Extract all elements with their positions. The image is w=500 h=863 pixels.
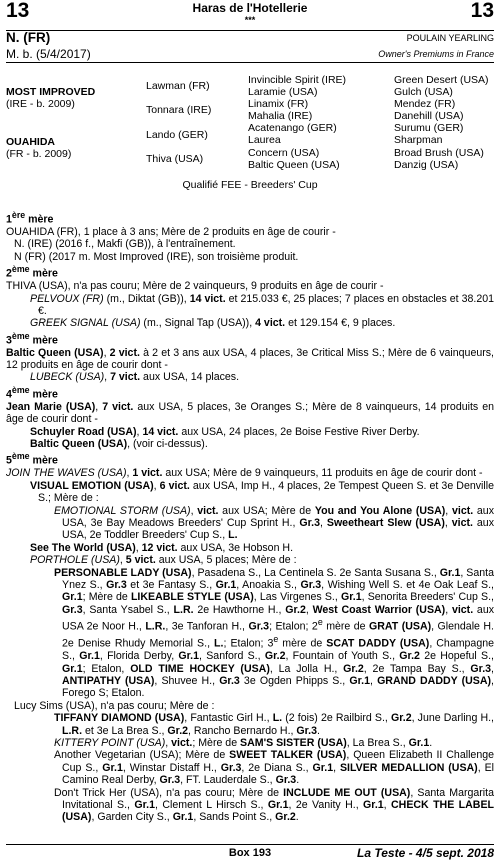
pedigree-g3: Concern (USA)	[248, 147, 320, 159]
sire-name: MOST IMPROVED	[6, 86, 96, 98]
pedigree-g4: Green Desert (USA)	[394, 74, 489, 86]
footer-rule	[6, 844, 494, 845]
section-heading: 1ère mère	[6, 210, 54, 226]
paragraph: Lucy Sims (USA), n'a pas couru; Mère de :	[14, 699, 215, 712]
pedigree-g3: Acatenango (GER)	[248, 122, 337, 134]
paragraph: OUAHIDA (FR), 1 place à 3 ans; Mère de 2 produits en âge de courir -	[6, 225, 336, 238]
pedigree-g4: Surumu (GER)	[394, 122, 464, 134]
paragraph: THIVA (USA), n'a pas couru; Mère de 2 vainqueurs, 9 produits en âge de courir -	[6, 280, 384, 293]
paragraph: VISUAL EMOTION (USA), 6 vict. aux USA, Imp H., 4 places, 2e Tempest Queen S. et 3e Denville S.; Mère de :	[30, 479, 494, 505]
paragraph: PERSONABLE LADY (USA), Pasadena S., La Centinela S. 2e Santa Susana S., Gr.1, Santa Ynez S., Gr.3 et 3e Fantasy S., Gr.1, Anoakia S., Gr.3, Wishing Well S. et 4e Oak Leaf S., Gr.1; Mère de LIKEABLE STYLE (USA), Las Virgenes S., Gr.1, Senorita Breeders' Cup S., Gr.3, Santa Ysabel S., L.R. 2e Hawthorne H., Gr.2, West Coast Warrior (USA), vict. aux USA 2e Noor H., L.R., 3e Tanforan H., Gr.3; Etalon; 2e mère de GRAT (USA), Glendale H. 2e Denise Rhudy Memorial S., L.; Etalon; 3e mère de SCAT DADDY (USA), Champagne S., Gr.1, Florida Derby, Gr.1, Sanford S., Gr.2, Fountain of Youth S., Gr.2 2e Hopeful S., Gr.1; Etalon, OLD TIME HOCKEY (USA), La Jolla H., Gr.2, 2e Tampa Bay S., Gr.3, ANTIPATHY (USA), Shuvee H., Gr.3 3e Ogden Phipps S., Gr.1, GRAND DADDY (USA), Forego S; Etalon.	[54, 566, 495, 700]
qualification-note: Qualifié FEE - Breeders' Cup	[182, 179, 318, 191]
consignor-stars: ***	[244, 15, 256, 25]
paragraph: Don't Trick Her (USA), n'a pas couru; Mère de INCLUDE ME OUT (USA), Santa Margarita Invitational S., Gr.1, Clement L Hirsch S., Gr.1, 2e Vanity H., Gr.1, CHECK THE LABEL (USA), Garden City S., Gr.1, Sands Point S., Gr.2.	[54, 786, 494, 824]
paragraph: KITTERY POINT (USA), vict.; Mère de SAM'S SISTER (USA), La Brea S., Gr.1.	[54, 736, 433, 749]
pedigree-g2: Lawman (FR)	[146, 80, 210, 92]
paragraph: TIFFANY DIAMOND (USA), Fantastic Girl H., L. (2 fois) 2e Railbird S., Gr.2, June Darling H., L.R. et 3e La Brea S., Gr.2, Rancho Bernardo H., Gr.3.	[54, 712, 495, 737]
paragraph: PELVOUX (FR) (m., Diktat (GB)), 14 vict. et 215.033 €, 25 places; 7 places en obstacles et 38.201 €.	[30, 292, 494, 317]
pedigree-g3: Baltic Queen (USA)	[248, 159, 340, 171]
horse-name: N. (FR)	[6, 30, 51, 45]
lot-number-right: 13	[470, 0, 494, 22]
paragraph: Jean Marie (USA), 7 vict. aux USA, 5 places, 3e Oranges S.; Mère de 8 vainqueurs, 14 produits en âge de courir dont -	[6, 400, 494, 426]
section-heading: 4ème mère	[6, 384, 58, 401]
section-heading: 3ème mère	[6, 330, 58, 347]
section-heading: 2ème mère	[6, 264, 58, 280]
pedigree-g2: Thiva (USA)	[146, 153, 204, 165]
pedigree-g3: Linamix (FR)	[248, 98, 309, 110]
sire-info: (IRE - b. 2009)	[6, 98, 75, 110]
pedigree-g4: Mendez (FR)	[394, 98, 456, 110]
sale-info: La Teste - 4/5 sept. 2018	[357, 846, 494, 860]
pedigree-g2: Lando (GER)	[146, 129, 208, 141]
paragraph: Schuyler Road (USA), 14 vict. aux USA, 24 places, 2e Boise Festive River Derby.	[30, 425, 420, 438]
pedigree-g2: Tonnara (IRE)	[146, 104, 212, 116]
header-rule	[6, 30, 494, 31]
pedigree-g3: Mahalia (IRE)	[248, 110, 313, 122]
dam-info: (FR - b. 2009)	[6, 148, 72, 160]
paragraph: LUBECK (USA), 7 vict. aux USA, 14 places.	[30, 371, 240, 384]
paragraph: N (FR) (2017 m. Most Improved (IRE), son troisième produit.	[14, 250, 299, 263]
pedigree-g4: Danzig (USA)	[394, 159, 459, 171]
consignor-name: Haras de l'Hotellerie	[192, 1, 308, 15]
premium-note: Owner's Premiums in France	[378, 49, 494, 59]
pedigree-g4: Broad Brush (USA)	[394, 147, 484, 159]
pedigree-g3: Laurea	[248, 134, 281, 146]
paragraph: GREEK SIGNAL (USA) (m., Signal Tap (USA)), 4 vict. et 129.154 €, 9 places.	[30, 317, 396, 330]
dam-name: OUAHIDA	[6, 136, 55, 148]
pedigree-g4: Danehill (USA)	[394, 110, 464, 122]
paragraph: EMOTIONAL STORM (USA), vict. aux USA; Mère de You and You Alone (USA), vict. aux USA, 3e Bay Meadows Breeders' Cup Sprint H., Gr.3, Sweetheart Slew (USA), vict. aux USA, 2e Toddler Breeders' Cup S., L.	[54, 504, 494, 542]
horse-details: M. b. (5/4/2017)	[6, 47, 91, 61]
pedigree-g4: Gulch (USA)	[394, 86, 453, 98]
paragraph: JOIN THE WAVES (USA), 1 vict. aux USA; Mère de 9 vainqueurs, 11 produits en âge de courir dont -	[6, 467, 483, 480]
horse-category: POULAIN YEARLING	[406, 33, 494, 43]
paragraph: PORTHOLE (USA), 5 vict. aux USA, 5 places; Mère de :	[30, 554, 297, 567]
details-rule	[6, 62, 494, 63]
paragraph: Another Vegetarian (USA); Mère de SWEET TALKER (USA), Queen Elizabeth II Challenge Cup S., Gr.1, Winstar Distaff H., Gr.3, 2e Diana S., Gr.1, SILVER MEDALLION (USA), El Camino Real Derby, Gr.3, FT. Lauderdale S., Gr.3.	[54, 749, 494, 787]
paragraph: N. (IRE) (2016 f., Makfi (GB)), à l'entraînement.	[14, 238, 236, 251]
paragraph: See The World (USA), 12 vict. aux USA, 3e Hobson H.	[30, 541, 294, 554]
lot-number-left: 13	[6, 0, 30, 22]
section-heading: 5ème mère	[6, 451, 58, 467]
paragraph: Baltic Queen (USA), (voir ci-dessus).	[30, 438, 208, 451]
pedigree-g4: Sharpman	[394, 134, 443, 146]
catalogue-text	[6, 209, 494, 824]
box-number: Box 193	[228, 847, 272, 859]
paragraph: Baltic Queen (USA), 2 vict. à 2 et 3 ans aux USA, 4 places, 3e Critical Miss S.; Mère de 6 vainqueurs, 12 produits en âge de courir dont -	[6, 346, 494, 372]
pedigree-g3: Invincible Spirit (IRE)	[248, 74, 347, 86]
pedigree-g3: Laramie (USA)	[248, 86, 318, 98]
